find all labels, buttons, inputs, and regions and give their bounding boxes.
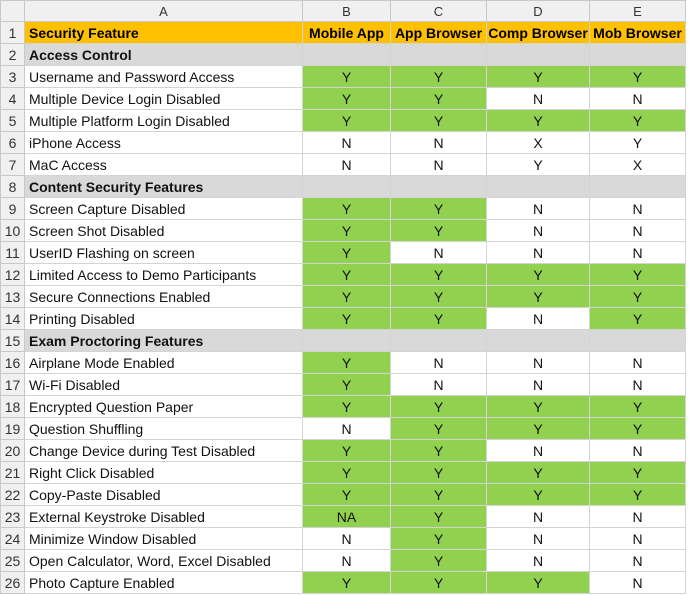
row-number[interactable]: 7 xyxy=(1,154,25,176)
value-cell[interactable]: N xyxy=(590,374,686,396)
row-number[interactable]: 6 xyxy=(1,132,25,154)
value-cell[interactable]: Y xyxy=(391,484,487,506)
row-number[interactable]: 3 xyxy=(1,66,25,88)
section-empty-cell[interactable] xyxy=(590,176,686,198)
table-row xyxy=(1,440,686,462)
row-number[interactable]: 9 xyxy=(1,198,25,220)
value-cell[interactable]: N xyxy=(303,418,391,440)
section-empty-cell[interactable] xyxy=(303,330,391,352)
row-number[interactable]: 12 xyxy=(1,264,25,286)
table-row xyxy=(1,396,686,418)
value-cell[interactable]: N xyxy=(590,242,686,264)
section-empty-cell[interactable] xyxy=(391,176,487,198)
value-cell[interactable]: Y xyxy=(303,396,391,418)
value-cell[interactable]: N xyxy=(487,550,590,572)
value-cell[interactable]: Y xyxy=(487,418,590,440)
feature-cell[interactable]: Printing Disabled xyxy=(25,308,303,330)
value-cell[interactable]: Y xyxy=(590,132,686,154)
value-cell[interactable]: Y xyxy=(391,550,487,572)
value-cell[interactable]: N xyxy=(487,220,590,242)
value-cell[interactable]: Y xyxy=(391,88,487,110)
value-cell[interactable]: N xyxy=(487,440,590,462)
feature-cell[interactable]: Copy-Paste Disabled xyxy=(25,484,303,506)
table-row xyxy=(1,154,686,176)
value-cell[interactable]: N xyxy=(590,220,686,242)
value-cell[interactable]: Y xyxy=(590,264,686,286)
value-cell[interactable]: Y xyxy=(590,286,686,308)
feature-cell[interactable]: Question Shuffling xyxy=(25,418,303,440)
column-header-b[interactable]: B xyxy=(303,1,391,22)
row-number[interactable]: 15 xyxy=(1,330,25,352)
section-empty-cell[interactable] xyxy=(391,330,487,352)
feature-cell[interactable]: Secure Connections Enabled xyxy=(25,286,303,308)
value-cell[interactable]: Y xyxy=(303,110,391,132)
row-number[interactable]: 16 xyxy=(1,352,25,374)
feature-cell[interactable]: External Keystroke Disabled xyxy=(25,506,303,528)
value-cell[interactable]: N xyxy=(487,308,590,330)
row-number[interactable]: 18 xyxy=(1,396,25,418)
section-empty-cell[interactable] xyxy=(487,330,590,352)
value-cell[interactable]: Y xyxy=(391,264,487,286)
value-cell[interactable]: N xyxy=(391,352,487,374)
row-number[interactable]: 22 xyxy=(1,484,25,506)
table-header-row xyxy=(1,22,686,44)
value-cell[interactable]: Y xyxy=(303,66,391,88)
value-cell[interactable]: Y xyxy=(303,286,391,308)
value-cell[interactable]: Y xyxy=(391,110,487,132)
value-cell[interactable]: N xyxy=(303,132,391,154)
row-number[interactable]: 20 xyxy=(1,440,25,462)
value-cell[interactable]: Y xyxy=(303,484,391,506)
table-row xyxy=(1,286,686,308)
value-cell[interactable]: Y xyxy=(391,572,487,594)
select-all-corner[interactable] xyxy=(1,1,25,22)
table-row xyxy=(1,220,686,242)
value-cell[interactable]: Y xyxy=(303,572,391,594)
value-cell[interactable]: Y xyxy=(487,110,590,132)
section-label-cell[interactable]: Access Control xyxy=(25,44,303,66)
value-cell[interactable]: Y xyxy=(590,462,686,484)
section-label-cell[interactable]: Exam Proctoring Features xyxy=(25,330,303,352)
row-number[interactable]: 4 xyxy=(1,88,25,110)
header-mobile-app[interactable]: Mobile App xyxy=(303,22,391,44)
row-number[interactable]: 24 xyxy=(1,528,25,550)
value-cell[interactable]: N xyxy=(487,528,590,550)
header-security-feature[interactable]: Security Feature xyxy=(25,22,303,44)
value-cell[interactable]: Y xyxy=(303,264,391,286)
value-cell[interactable]: N xyxy=(590,198,686,220)
section-empty-cell[interactable] xyxy=(303,176,391,198)
value-cell[interactable]: Y xyxy=(487,154,590,176)
row-number[interactable]: 17 xyxy=(1,374,25,396)
value-cell[interactable]: N xyxy=(391,374,487,396)
value-cell[interactable]: Y xyxy=(303,242,391,264)
header-mob-browser[interactable]: Mob Browser xyxy=(590,22,686,44)
table-row xyxy=(1,198,686,220)
feature-cell[interactable]: Multiple Device Login Disabled xyxy=(25,88,303,110)
section-row xyxy=(1,176,686,198)
table-row xyxy=(1,352,686,374)
column-header-d[interactable]: D xyxy=(487,1,590,22)
column-header-c[interactable]: C xyxy=(391,1,487,22)
row-number[interactable]: 5 xyxy=(1,110,25,132)
value-cell[interactable]: Y xyxy=(487,484,590,506)
row-number[interactable]: 13 xyxy=(1,286,25,308)
feature-cell[interactable]: Encrypted Question Paper xyxy=(25,396,303,418)
value-cell[interactable]: Y xyxy=(590,418,686,440)
table-row xyxy=(1,88,686,110)
value-cell[interactable]: NA xyxy=(303,506,391,528)
value-cell[interactable]: Y xyxy=(391,308,487,330)
value-cell[interactable]: N xyxy=(303,154,391,176)
section-empty-cell[interactable] xyxy=(590,44,686,66)
value-cell[interactable]: N xyxy=(487,352,590,374)
value-cell[interactable]: N xyxy=(487,374,590,396)
section-empty-cell[interactable] xyxy=(487,44,590,66)
value-cell[interactable]: Y xyxy=(487,286,590,308)
value-cell[interactable]: Y xyxy=(590,396,686,418)
feature-cell[interactable]: iPhone Access xyxy=(25,132,303,154)
value-cell[interactable]: N xyxy=(487,506,590,528)
value-cell[interactable]: Y xyxy=(487,572,590,594)
value-cell[interactable]: Y xyxy=(303,198,391,220)
value-cell[interactable]: Y xyxy=(487,66,590,88)
row-number[interactable]: 26 xyxy=(1,572,25,594)
value-cell[interactable]: Y xyxy=(391,220,487,242)
table-row xyxy=(1,66,686,88)
value-cell[interactable]: Y xyxy=(391,198,487,220)
row-number[interactable]: 1 xyxy=(1,22,25,44)
table-row xyxy=(1,528,686,550)
value-cell[interactable]: Y xyxy=(391,418,487,440)
value-cell[interactable]: Y xyxy=(303,440,391,462)
row-number[interactable]: 19 xyxy=(1,418,25,440)
section-empty-cell[interactable] xyxy=(487,176,590,198)
row-number[interactable]: 14 xyxy=(1,308,25,330)
feature-cell[interactable]: Open Calculator, Word, Excel Disabled xyxy=(25,550,303,572)
value-cell[interactable]: X xyxy=(487,132,590,154)
value-cell[interactable]: Y xyxy=(590,110,686,132)
value-cell[interactable]: Y xyxy=(303,352,391,374)
value-cell[interactable]: N xyxy=(487,242,590,264)
feature-cell[interactable]: Minimize Window Disabled xyxy=(25,528,303,550)
header-comp-browser[interactable]: Comp Browser xyxy=(487,22,590,44)
table-row xyxy=(1,418,686,440)
row-number[interactable]: 25 xyxy=(1,550,25,572)
table-row xyxy=(1,308,686,330)
table-row xyxy=(1,374,686,396)
section-row xyxy=(1,44,686,66)
header-app-browser[interactable]: App Browser xyxy=(391,22,487,44)
row-number[interactable]: 11 xyxy=(1,242,25,264)
value-cell[interactable]: Y xyxy=(391,396,487,418)
column-header-a[interactable]: A xyxy=(25,1,303,22)
table-row xyxy=(1,462,686,484)
value-cell[interactable]: N xyxy=(590,528,686,550)
table-row xyxy=(1,264,686,286)
value-cell[interactable]: N xyxy=(590,440,686,462)
feature-cell[interactable]: Airplane Mode Enabled xyxy=(25,352,303,374)
value-cell[interactable]: N xyxy=(391,242,487,264)
feature-cell[interactable]: MaC Access xyxy=(25,154,303,176)
value-cell[interactable]: Y xyxy=(590,484,686,506)
feature-cell[interactable]: Screen Shot Disabled xyxy=(25,220,303,242)
value-cell[interactable]: Y xyxy=(391,440,487,462)
section-empty-cell[interactable] xyxy=(303,44,391,66)
feature-cell[interactable]: Wi-Fi Disabled xyxy=(25,374,303,396)
row-number[interactable]: 8 xyxy=(1,176,25,198)
table-row xyxy=(1,506,686,528)
value-cell[interactable]: Y xyxy=(303,88,391,110)
value-cell[interactable]: Y xyxy=(391,506,487,528)
feature-cell[interactable]: Username and Password Access xyxy=(25,66,303,88)
value-cell[interactable]: N xyxy=(590,550,686,572)
value-cell[interactable]: Y xyxy=(590,66,686,88)
feature-cell[interactable]: Photo Capture Enabled xyxy=(25,572,303,594)
value-cell[interactable]: Y xyxy=(303,308,391,330)
row-number[interactable]: 21 xyxy=(1,462,25,484)
table-row xyxy=(1,550,686,572)
section-empty-cell[interactable] xyxy=(391,44,487,66)
section-row xyxy=(1,330,686,352)
section-label-cell[interactable]: Content Security Features xyxy=(25,176,303,198)
feature-cell[interactable]: Multiple Platform Login Disabled xyxy=(25,110,303,132)
value-cell[interactable]: X xyxy=(590,154,686,176)
value-cell[interactable]: N xyxy=(487,88,590,110)
value-cell[interactable]: N xyxy=(303,550,391,572)
value-cell[interactable]: N xyxy=(590,572,686,594)
value-cell[interactable]: N xyxy=(391,132,487,154)
value-cell[interactable]: N xyxy=(590,506,686,528)
value-cell[interactable]: Y xyxy=(303,220,391,242)
feature-cell[interactable]: Screen Capture Disabled xyxy=(25,198,303,220)
row-number[interactable]: 2 xyxy=(1,44,25,66)
value-cell[interactable]: N xyxy=(487,198,590,220)
feature-cell[interactable]: UserID Flashing on screen xyxy=(25,242,303,264)
table-row xyxy=(1,484,686,506)
row-number[interactable]: 23 xyxy=(1,506,25,528)
table-row xyxy=(1,110,686,132)
value-cell[interactable]: Y xyxy=(487,264,590,286)
value-cell[interactable]: Y xyxy=(391,286,487,308)
column-header-e[interactable]: E xyxy=(590,1,686,22)
row-number[interactable]: 10 xyxy=(1,220,25,242)
column-header-row xyxy=(1,1,686,22)
value-cell[interactable]: N xyxy=(303,528,391,550)
value-cell[interactable]: Y xyxy=(487,396,590,418)
table-row xyxy=(1,132,686,154)
feature-cell[interactable]: Change Device during Test Disabled xyxy=(25,440,303,462)
feature-cell[interactable]: Limited Access to Demo Participants xyxy=(25,264,303,286)
value-cell[interactable]: Y xyxy=(391,66,487,88)
section-empty-cell[interactable] xyxy=(590,330,686,352)
value-cell[interactable]: N xyxy=(590,88,686,110)
value-cell[interactable]: Y xyxy=(590,308,686,330)
table-row xyxy=(1,242,686,264)
value-cell[interactable]: Y xyxy=(303,374,391,396)
value-cell[interactable]: Y xyxy=(303,462,391,484)
table-row xyxy=(1,572,686,594)
feature-cell[interactable]: Right Click Disabled xyxy=(25,462,303,484)
value-cell[interactable]: N xyxy=(590,352,686,374)
value-cell[interactable]: Y xyxy=(487,462,590,484)
value-cell[interactable]: Y xyxy=(391,528,487,550)
value-cell[interactable]: N xyxy=(391,154,487,176)
value-cell[interactable]: Y xyxy=(391,462,487,484)
